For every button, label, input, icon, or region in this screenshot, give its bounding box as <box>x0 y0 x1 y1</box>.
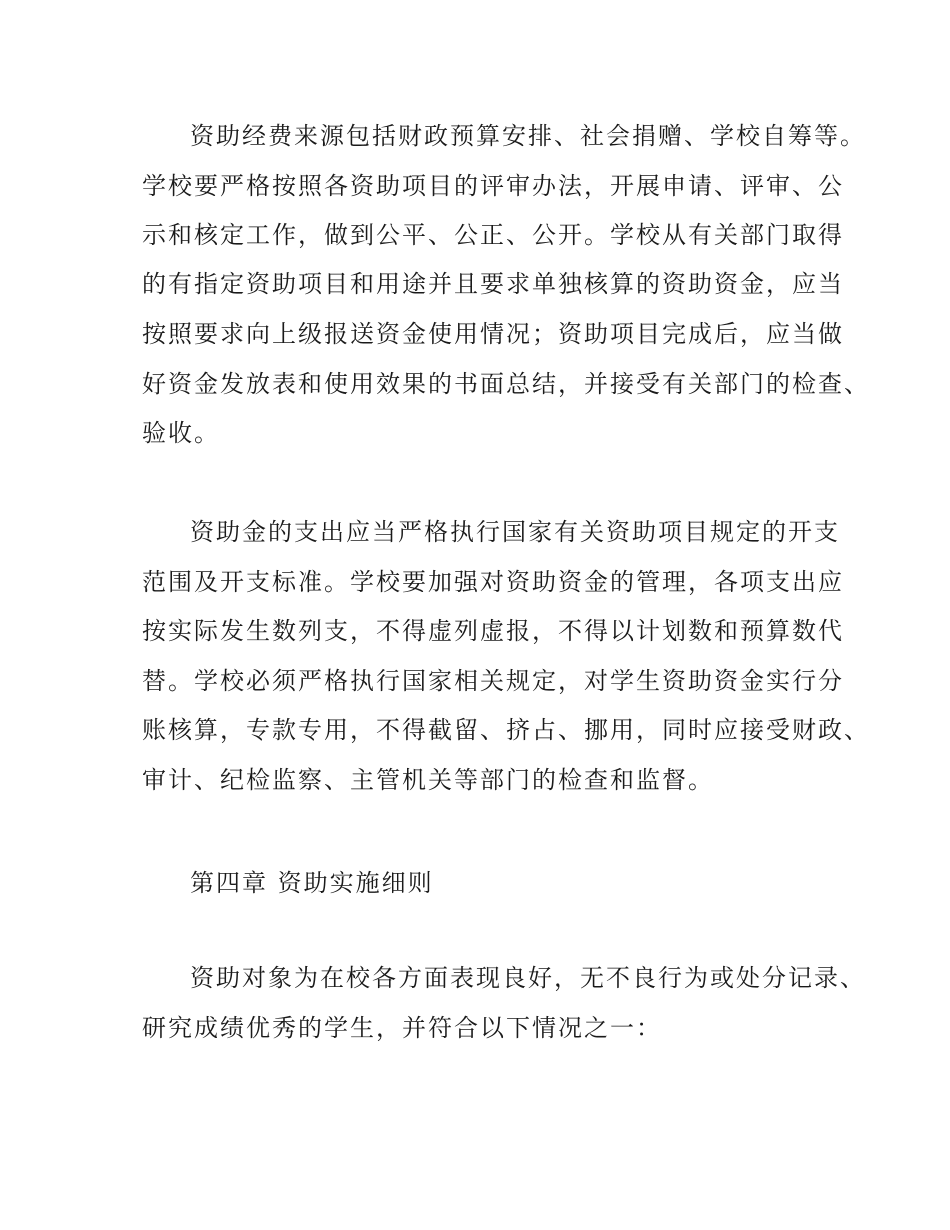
paragraph-line: 的有指定资助项目和用途并且要求单独核算的资助资金，应当 <box>142 270 844 298</box>
paragraph-line: 资助经费来源包括财政预算安排、社会捐赠、学校自筹等。 <box>190 122 866 150</box>
paragraph-line: 好资金发放表和使用效果的书面总结，并接受有关部门的检查、 <box>142 370 870 398</box>
paragraph-line: 按实际发生数列支，不得虚列虚报，不得以计划数和预算数代 <box>142 617 844 645</box>
paragraph-line: 替。学校必须严格执行国家相关规定，对学生资助资金实行分 <box>142 667 844 695</box>
paragraph-line: 验收。 <box>142 419 220 447</box>
paragraph-line: 按照要求向上级报送资金使用情况；资助项目完成后，应当做 <box>142 320 844 348</box>
paragraph-line: 学校要严格按照各资助项目的评审办法，开展申请、评审、公 <box>142 172 844 200</box>
paragraph-line: 示和核定工作，做到公平、公正、公开。学校从有关部门取得 <box>142 221 844 249</box>
paragraph-line: 范围及开支标准。学校要加强对资助资金的管理，各项支出应 <box>142 568 844 596</box>
paragraph-line: 资助对象为在校各方面表现良好，无不良行为或处分记录、 <box>190 964 866 992</box>
paragraph-line: 账核算，专款专用，不得截留、挤占、挪用，同时应接受财政、 <box>142 716 870 744</box>
paragraph-line: 审计、纪检监察、主管机关等部门的检查和监督。 <box>142 766 714 794</box>
paragraph-line: 研究成绩优秀的学生，并符合以下情况之一： <box>142 1014 662 1042</box>
chapter-heading: 第四章 资助实施细则 <box>190 869 434 897</box>
paragraph-line: 资助金的支出应当严格执行国家有关资助项目规定的开支 <box>190 518 840 546</box>
